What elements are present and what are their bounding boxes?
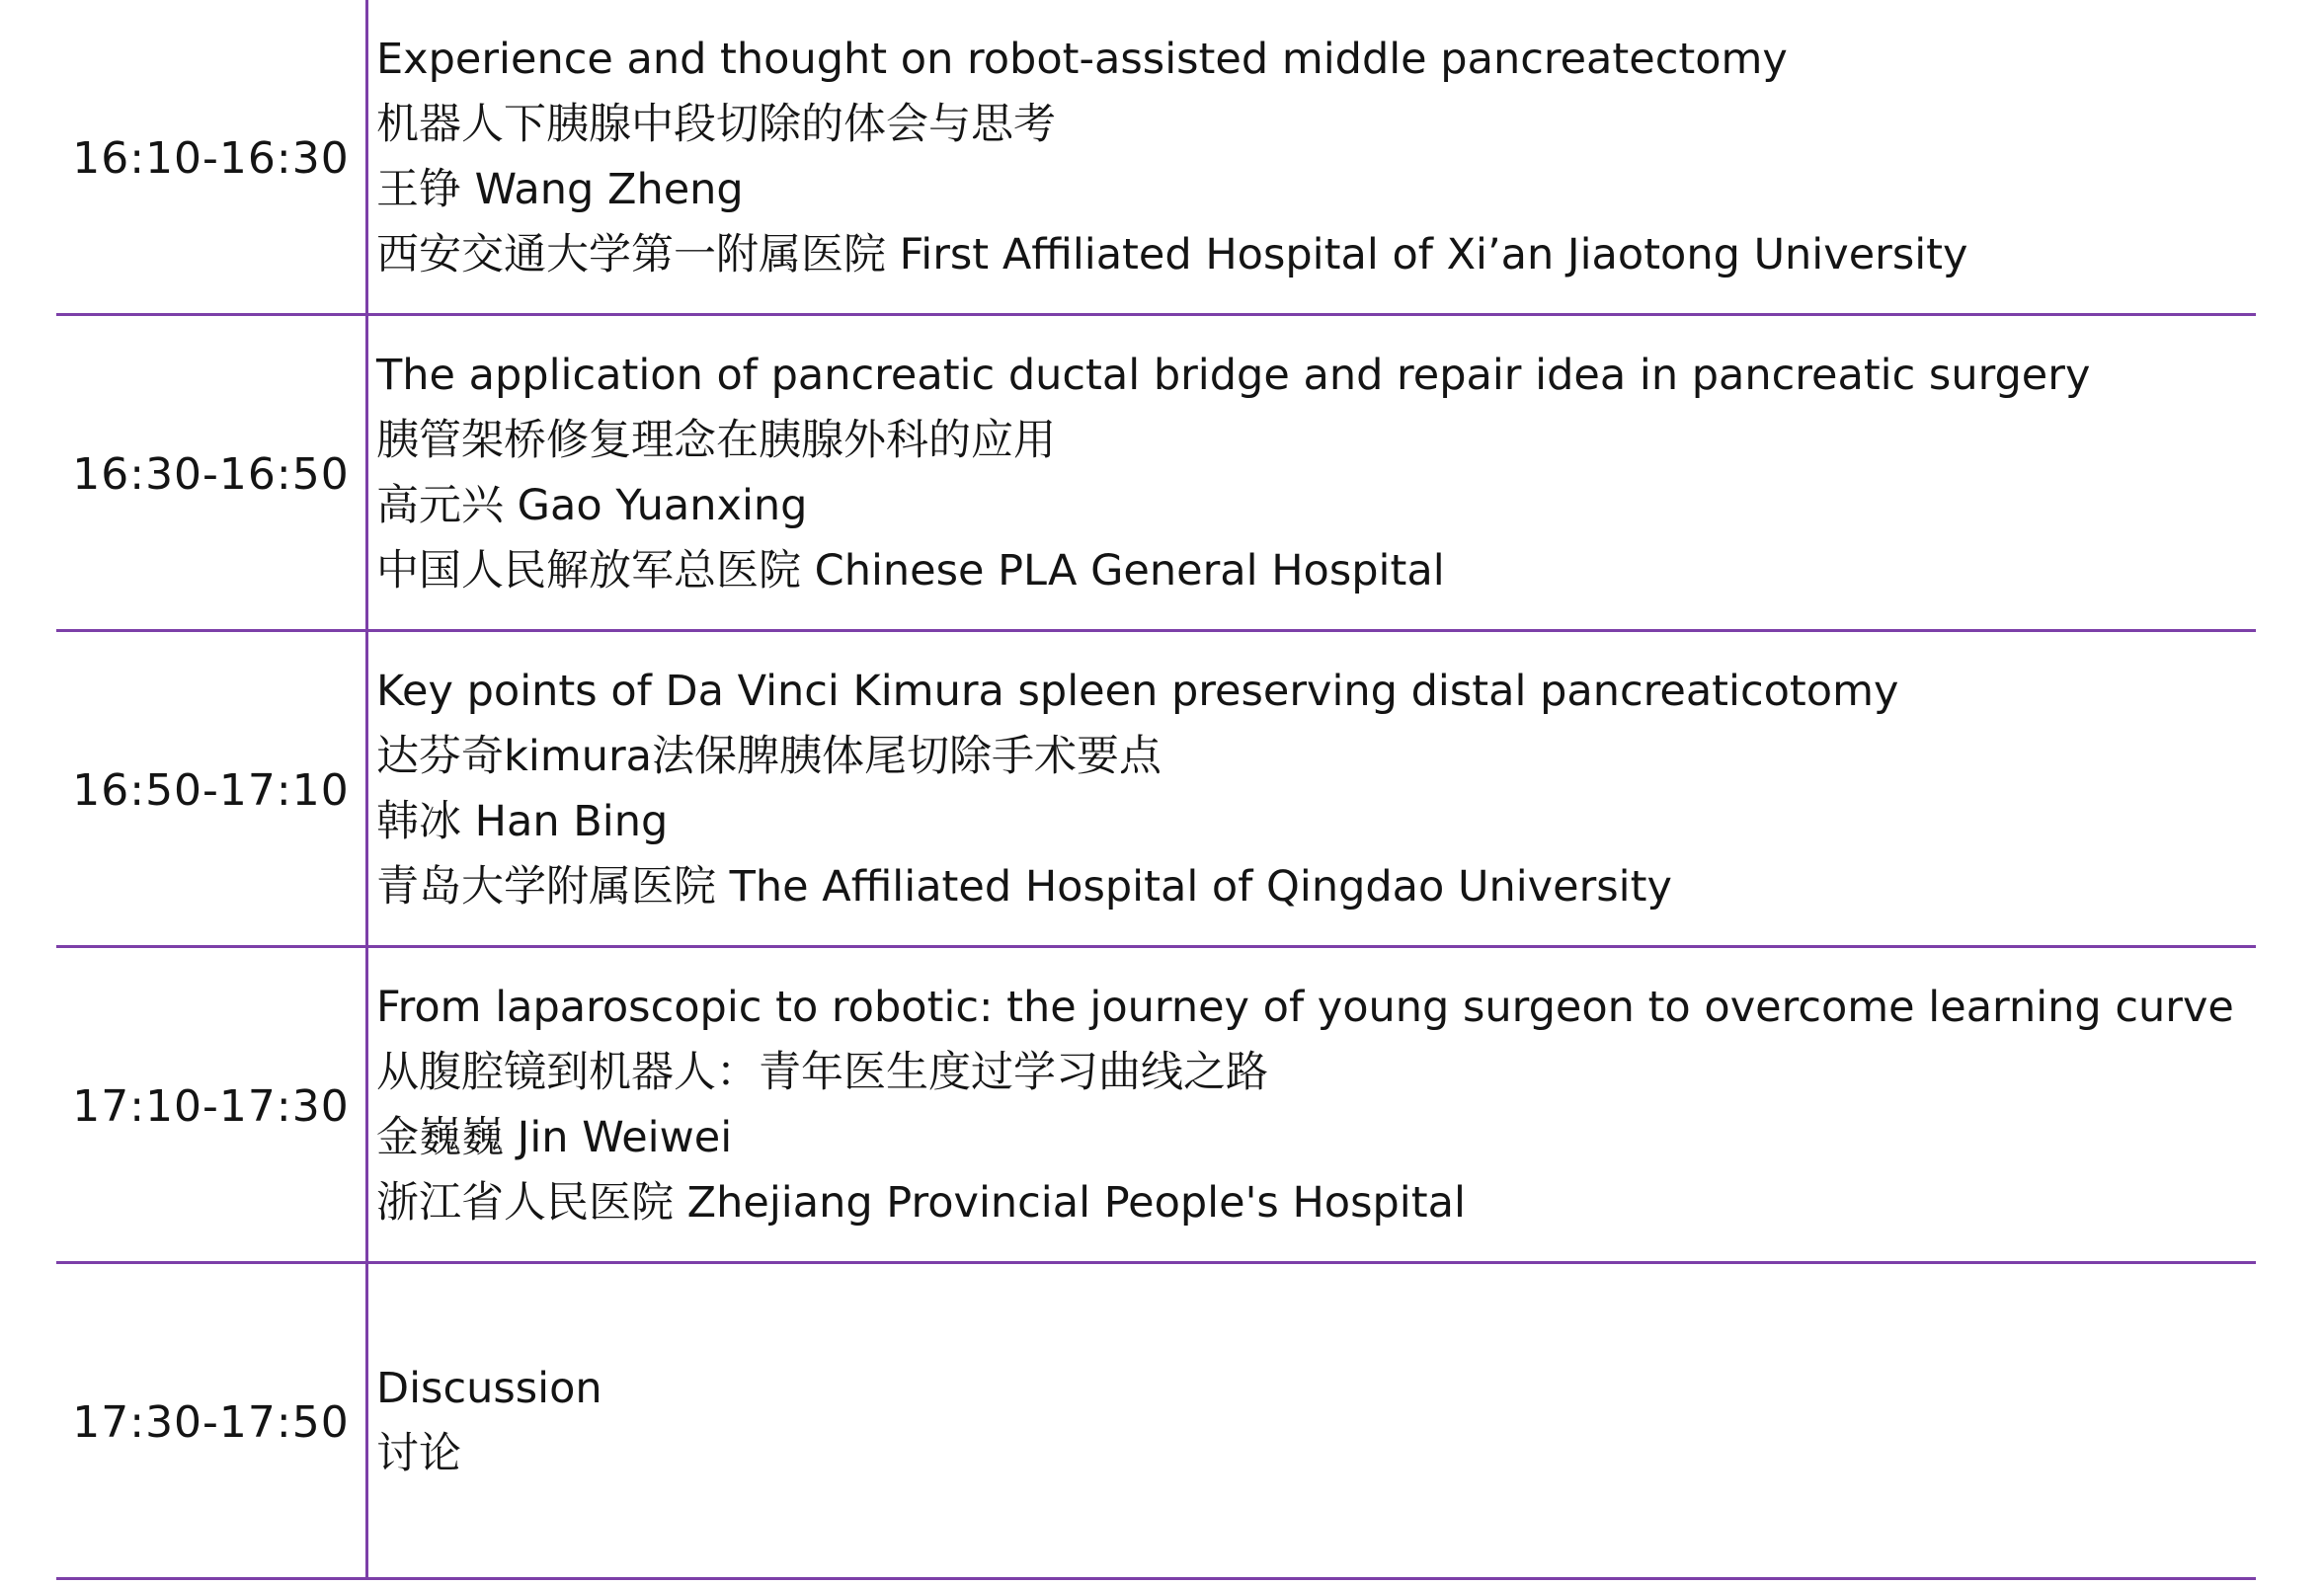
session-details bbox=[376, 948, 2256, 1261]
time-slot: 16:10-16:30 bbox=[72, 133, 350, 184]
time-cell bbox=[56, 0, 368, 313]
talk-title-en: Key points of Da Vinci Kimura spleen preserving distal pancreaticotomy bbox=[376, 666, 1899, 716]
time-slot: 17:30-17:50 bbox=[72, 1397, 350, 1448]
time-cell bbox=[56, 1264, 368, 1577]
time-cell bbox=[56, 316, 368, 629]
speaker-name: 高元兴 Gao Yuanxing bbox=[376, 480, 808, 530]
session-details bbox=[376, 1264, 2256, 1577]
talk-title-en: From laparoscopic to robotic: the journey of young surgeon to overcome learning curve bbox=[376, 982, 2234, 1032]
talk-title-en: Discussion bbox=[376, 1363, 602, 1413]
schedule-row bbox=[56, 948, 2256, 1264]
talk-title-en: Experience and thought on robot-assisted middle pancreatectomy bbox=[376, 34, 1788, 84]
speaker-name: 王铮 Wang Zheng bbox=[376, 164, 744, 214]
talk-title-en: The application of pancreatic ductal bridge and repair idea in pancreatic surgery bbox=[376, 350, 2091, 400]
talk-title-cn: 讨论 bbox=[376, 1428, 461, 1478]
schedule-row bbox=[56, 316, 2256, 632]
schedule-row bbox=[56, 0, 2256, 316]
speaker-name: 韩冰 Han Bing bbox=[376, 796, 669, 846]
session-details bbox=[376, 316, 2256, 629]
time-slot: 17:10-17:30 bbox=[72, 1081, 350, 1132]
speaker-affiliation: 中国人民解放军总医院 Chinese PLA General Hospital bbox=[376, 545, 1445, 595]
talk-title-cn: 达芬奇kimura法保脾胰体尾切除手术要点 bbox=[376, 731, 1162, 781]
schedule-table bbox=[56, 0, 2256, 1580]
time-cell bbox=[56, 632, 368, 945]
session-details bbox=[376, 632, 2256, 945]
time-slot: 16:50-17:10 bbox=[72, 765, 350, 816]
talk-title-cn: 胰管架桥修复理念在胰腺外科的应用 bbox=[376, 415, 1056, 465]
time-slot: 16:30-16:50 bbox=[72, 449, 350, 500]
session-details bbox=[376, 0, 2256, 313]
speaker-affiliation: 西安交通大学第一附属医院 First Affiliated Hospital of Xi’an Jiaotong University bbox=[376, 229, 1968, 279]
schedule-row bbox=[56, 632, 2256, 948]
speaker-name: 金巍巍 Jin Weiwei bbox=[376, 1112, 733, 1162]
schedule-row bbox=[56, 1264, 2256, 1580]
speaker-affiliation: 青岛大学附属医院 The Affiliated Hospital of Qingdao University bbox=[376, 861, 1672, 912]
talk-title-cn: 机器人下胰腺中段切除的体会与思考 bbox=[376, 99, 1056, 149]
time-cell bbox=[56, 948, 368, 1261]
speaker-affiliation: 浙江省人民医院 Zhejiang Provincial People's Hospital bbox=[376, 1177, 1466, 1228]
talk-title-cn: 从腹腔镜到机器人：青年医生度过学习曲线之路 bbox=[376, 1047, 1268, 1097]
